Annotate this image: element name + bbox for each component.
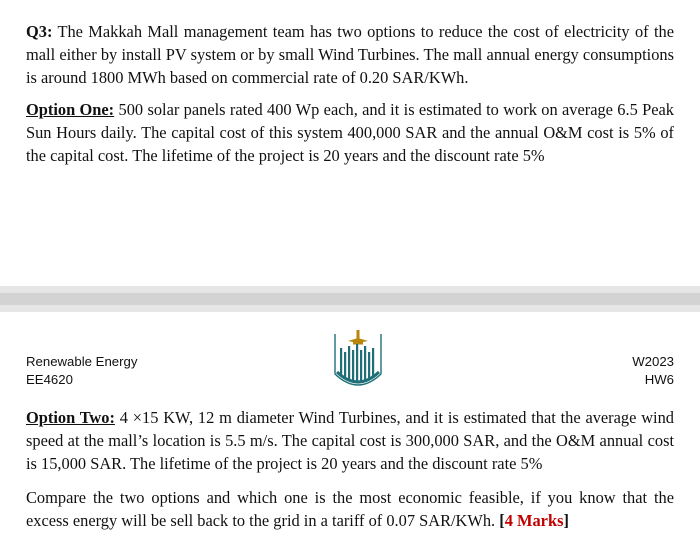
- document-page-bottom: [0, 312, 700, 558]
- option-two-label: Option Two:: [26, 408, 115, 427]
- lower-content: [26, 406, 674, 532]
- logo-bars: [340, 344, 374, 382]
- university-logo-icon: [333, 328, 383, 390]
- compare-paragraph: [26, 486, 674, 532]
- marks-bracket-close: ]: [563, 511, 569, 530]
- compare-text: Compare the two options and which one is the most economic feasible, if you know that the excess energy will be sell back to the grid in a tariff of 0.07 SAR/KWh.: [26, 488, 674, 530]
- question-label: Q3:: [26, 22, 53, 41]
- term-label: W2023: [632, 354, 674, 369]
- option-two-paragraph: [26, 406, 674, 475]
- page-separator: [0, 286, 700, 312]
- question-3-paragraph: [26, 20, 674, 89]
- option-two-text: 4 ×15 KW, 12 m diameter Wind Turbines, and it is estimated that the average wind speed at the mall’s location is 5.5 m/s. The capital cost is 300,000 SAR, and the O&M annual cost is 15,000 SAR. The lifetime of the project is 20 years and the discount rate 5%: [26, 408, 674, 473]
- logo-emblem: [348, 330, 368, 345]
- option-one-label: Option One:: [26, 100, 115, 119]
- marks-bracket-open: [: [499, 511, 505, 530]
- option-one-paragraph: [26, 98, 674, 167]
- option-one-text: 500 solar panels rated 400 Wp each, and it is estimated to work on average 6.5 Peak Sun Hours daily. The capital cost of this system 400,000 SAR and the annual O&M cost is 5% of the capital cost. The lifetime of the project is 20 years and the discount rate 5%: [26, 100, 675, 165]
- question-text: The Makkah Mall management team has two options to reduce the cost of electricity of the mall either by install PV system or by small Wind Turbines. The mall annual energy consumptions is around 1800 MWh based on commercial rate of 0.20 SAR/KWh.: [26, 22, 674, 87]
- course-code: EE4620: [26, 372, 73, 387]
- assignment-label: HW6: [644, 372, 674, 387]
- course-name: Renewable Energy: [26, 354, 138, 369]
- marks-label: 4 Marks: [504, 511, 564, 530]
- term-header: [632, 353, 674, 389]
- course-header: [26, 353, 137, 389]
